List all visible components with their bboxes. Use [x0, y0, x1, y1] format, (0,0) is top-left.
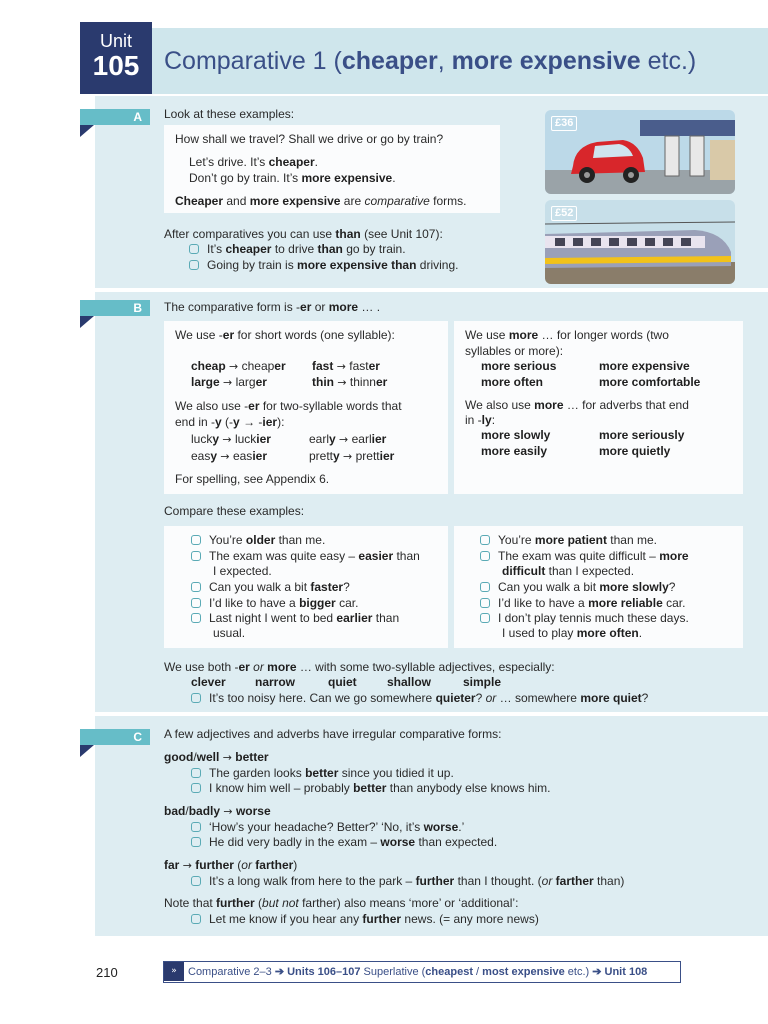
bullet-icon — [191, 693, 201, 703]
bullet-icon — [191, 876, 201, 886]
bullet-icon — [191, 768, 201, 778]
list-item-continued: I expected. — [213, 564, 272, 578]
bullet-icon — [191, 613, 201, 623]
b-short-rule: We use -er for short words (one syllable): — [175, 328, 395, 342]
word-pair: cheap → cheaper — [191, 359, 286, 373]
cross-reference-text[interactable]: Comparative 2–3 ➔ Units 106–107 Superlative (cheapest / most expensive etc.) ➔ Unit 108 — [188, 966, 648, 978]
bullet-icon — [480, 582, 490, 592]
word-example: more serious — [481, 359, 557, 373]
list-item: The exam was quite easy – easier than — [191, 549, 420, 564]
word-pair: pretty → prettier — [309, 449, 395, 463]
word-pair: thin → thinner — [312, 375, 388, 389]
list-item: It’s a long walk from here to the park – further than I thought. (or farther than) — [191, 874, 624, 889]
c-form-heading: bad/badly → worse — [164, 804, 271, 818]
unit-word: Unit — [99, 31, 132, 51]
c-form-heading: good/well → better — [164, 750, 269, 764]
word-example: more quietly — [599, 444, 671, 458]
b-long-rule: syllables or more): — [465, 344, 564, 358]
bullet-icon — [480, 613, 490, 623]
list-item: The exam was quite difficult – more — [480, 549, 689, 564]
list-item: I know him well – probably better than anybody else knows him. — [191, 781, 551, 796]
section-a-marker — [80, 125, 94, 137]
bullet-icon — [480, 535, 490, 545]
list-item: I don’t play tennis much these days. — [480, 611, 689, 626]
a-comparative-note: Cheaper and more expensive are comparative forms. — [175, 194, 467, 208]
car-illustration — [545, 110, 735, 194]
bullet-icon — [191, 822, 201, 832]
b-compare-intro: Compare these examples: — [164, 504, 305, 518]
train-illustration — [545, 200, 735, 284]
adjective-item: narrow — [255, 675, 296, 689]
b-spelling-note: For spelling, see Appendix 6. — [175, 472, 330, 486]
list-item: Going by train is more expensive than driving. — [189, 258, 458, 273]
word-pair: early → earlier — [309, 432, 387, 446]
a-example-line: Don’t go by train. It’s more expensive. — [189, 171, 396, 185]
b-adverb-rule: We also use more … for adverbs that end — [465, 398, 689, 412]
unit-badge — [80, 22, 152, 94]
list-item: Let me know if you hear any further news. (= any more news) — [191, 912, 539, 927]
a-after-text: After comparatives you can use than (see Unit 107): — [164, 227, 443, 241]
word-example: more expensive — [599, 359, 690, 373]
bullet-icon — [480, 598, 490, 608]
word-pair: easy → easier — [191, 449, 267, 463]
a-question: How shall we travel? Shall we drive or go by train? — [175, 132, 444, 146]
bullet-icon — [191, 598, 201, 608]
bullet-icon — [189, 260, 199, 270]
bullet-icon — [191, 551, 201, 561]
a-example-line: Let’s drive. It’s cheaper. — [189, 155, 318, 169]
list-item-continued: difficult than I expected. — [502, 564, 635, 578]
section-b-label: B — [80, 300, 150, 316]
list-item: Can you walk a bit faster? — [191, 580, 350, 595]
c-further-note: Note that further (but not farther) also means ‘more’ or ‘additional’: — [164, 896, 519, 910]
list-item: The garden looks better since you tidied it up. — [191, 766, 454, 781]
word-example: more often — [481, 375, 544, 389]
list-item: I’d like to have a more reliable car. — [480, 596, 685, 611]
word-example: more comfortable — [599, 375, 701, 389]
bullet-icon — [480, 551, 490, 561]
bullet-icon — [191, 837, 201, 847]
bullet-icon — [191, 582, 201, 592]
list-item: It’s cheaper to drive than go by train. — [189, 242, 406, 257]
train-price-tag: £52 — [551, 206, 577, 221]
word-pair: lucky → luckier — [191, 432, 271, 446]
page-number: 210 — [96, 965, 118, 980]
section-a-label: A — [80, 109, 150, 125]
cross-reference-bar — [163, 961, 681, 983]
b-long-rule: We use more … for longer words (two — [465, 328, 669, 342]
bullet-icon — [191, 783, 201, 793]
word-example: more seriously — [599, 428, 685, 442]
adjective-item: shallow — [387, 675, 432, 689]
list-item: He did very badly in the exam – worse than expected. — [191, 835, 497, 850]
section-c-label: C — [80, 729, 150, 745]
bullet-icon — [191, 914, 201, 924]
c-intro: A few adjectives and adverbs have irregular comparative forms: — [164, 727, 502, 741]
bullet-icon — [189, 244, 199, 254]
list-item: ‘How’s your headache? Better?’ ‘No, it’s worse.’ — [191, 820, 464, 835]
car-price-tag: £36 — [551, 116, 577, 131]
b-intro: The comparative form is -er or more … . — [164, 300, 381, 314]
adjective-item: quiet — [328, 675, 357, 689]
list-item: It’s too noisy here. Can we go somewhere quieter? or … somewhere more quiet? — [191, 691, 648, 706]
section-c-marker — [80, 745, 94, 757]
list-item: Last night I went to bed earlier than — [191, 611, 399, 626]
adjective-item: clever — [191, 675, 226, 689]
bullet-icon — [191, 535, 201, 545]
list-item: I’d like to have a bigger car. — [191, 596, 358, 611]
list-item: You’re older than me. — [191, 533, 325, 548]
word-example: more easily — [481, 444, 548, 458]
c-form-heading: far → further (or farther) — [164, 858, 298, 872]
page-title: Comparative 1 (cheaper, more expensive etc.) — [164, 47, 697, 75]
word-pair: fast → faster — [312, 359, 380, 373]
b-adverb-rule: in -ly: — [465, 413, 496, 427]
list-item: You’re more patient than me. — [480, 533, 657, 548]
list-item-continued: usual. — [213, 626, 246, 640]
b-two-syllable-rule: We also use -er for two-syllable words that — [175, 399, 402, 413]
list-item: Can you walk a bit more slowly? — [480, 580, 675, 595]
list-item-continued: I used to play more often. — [502, 626, 643, 640]
word-example: more slowly — [481, 428, 551, 442]
adjective-item: simple — [463, 675, 502, 689]
section-b-marker — [80, 316, 94, 328]
b-both-rule: We use both -er or more … with some two-syllable adjectives, especially: — [164, 660, 555, 674]
word-pair: large → larger — [191, 375, 267, 389]
b-two-syllable-rule: end in -y (-y → -ier): — [175, 415, 285, 429]
unit-number: 105 — [92, 50, 140, 81]
a-intro: Look at these examples: — [164, 107, 295, 121]
double-chevron-icon: » — [164, 962, 184, 981]
